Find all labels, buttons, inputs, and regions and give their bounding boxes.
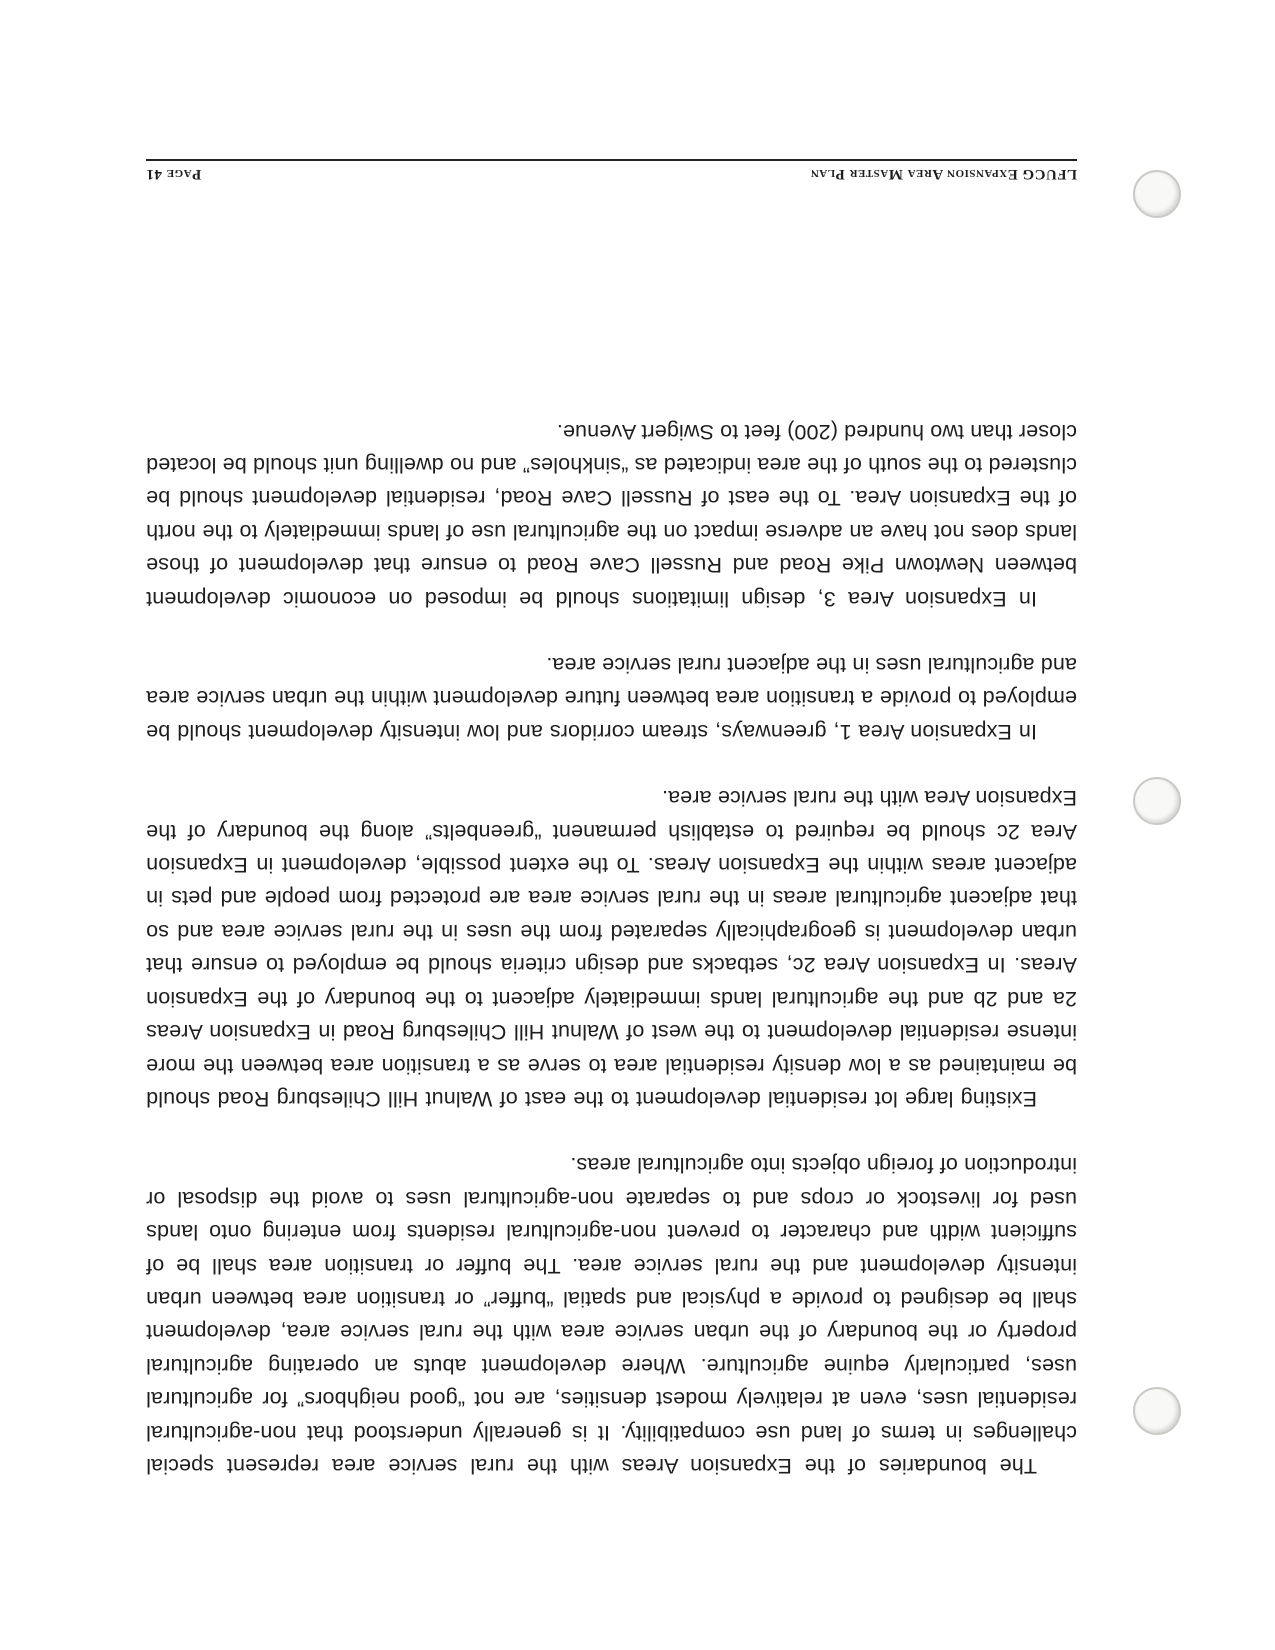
header-title: LFUCG Expansion Area Master Plan (810, 166, 1077, 182)
page-body (146, 381, 1077, 1482)
paragraph-rural-boundary: The boundaries of the Expansion Areas with the rural service area represent special challenges in terms of land use compatibility. It is generally understood that non-agricultural residential uses, even at relatively modest densities, are not “good neighbors” for agricultural uses, particularly equine agriculture. Where development abuts an operating agricultural property or the boundary of the urban service area with the rural service area, development shall be designed to provide a physical and spatial “buffer” or transition area between urban intensity development and the rural service area. The buffer or transition area shall be of sufficient width and character to prevent non-agricultural residents from entering onto lands used for livestock or crops and to separate non-agricultural uses to avoid the disposal or introduction of foreign objects into agricultural areas. (146, 1153, 1077, 1478)
page-header (146, 159, 1077, 182)
paragraph-expansion-area-3: In Expansion Area 3, design limitations should be imposed on economic development between Newtown Pike Road and Russell Cave Road to ensure that development of those lands does not have an adverse impact on the agricultural use of lands immediately to the north of the Expansion Area. To the east of Russell Cave Road, residential development should be clustered to the south of the area indicated as “sinkholes” and no dwelling unit should be located closer than two hundred (200) feet to Swigert Avenue. (146, 419, 1077, 611)
binder-hole-top (1133, 170, 1181, 218)
binder-hole-middle (1133, 777, 1181, 825)
binder-hole-bottom (1133, 1387, 1181, 1435)
paragraph-expansion-area-1: In Expansion Area 1, greenways, stream corridors and low intensity development should be employed to provide a transition area between future development within the urban service area and agricultural uses in the adjacent rural service area. (146, 653, 1077, 744)
page-number: Page 41 (146, 166, 202, 182)
paragraph-walnut-hill: Existing large lot residential development to the east of Walnut Hill Chilesburg Road should be maintained as a low density residential area to serve as a transition area between the more intense residential development to the west of Walnut Hill Chilesburg Road in Expansion Areas 2a and 2b and the agricultural lands immediately adjacent to the boundary of the Expansion Areas. In Expansion Area 2c, setbacks and design criteria should be employed to ensure that urban development is geographically separated from the uses in the rural service area and so that adjacent agricultural areas in the rural service area are protected from people and pets in adjacent areas within the Expansion Areas. To the extent possible, development in Expansion Area 2c should be required to establish permanent “greenbelts” along the boundary of the Expansion Area with the rural service area. (146, 786, 1077, 1111)
